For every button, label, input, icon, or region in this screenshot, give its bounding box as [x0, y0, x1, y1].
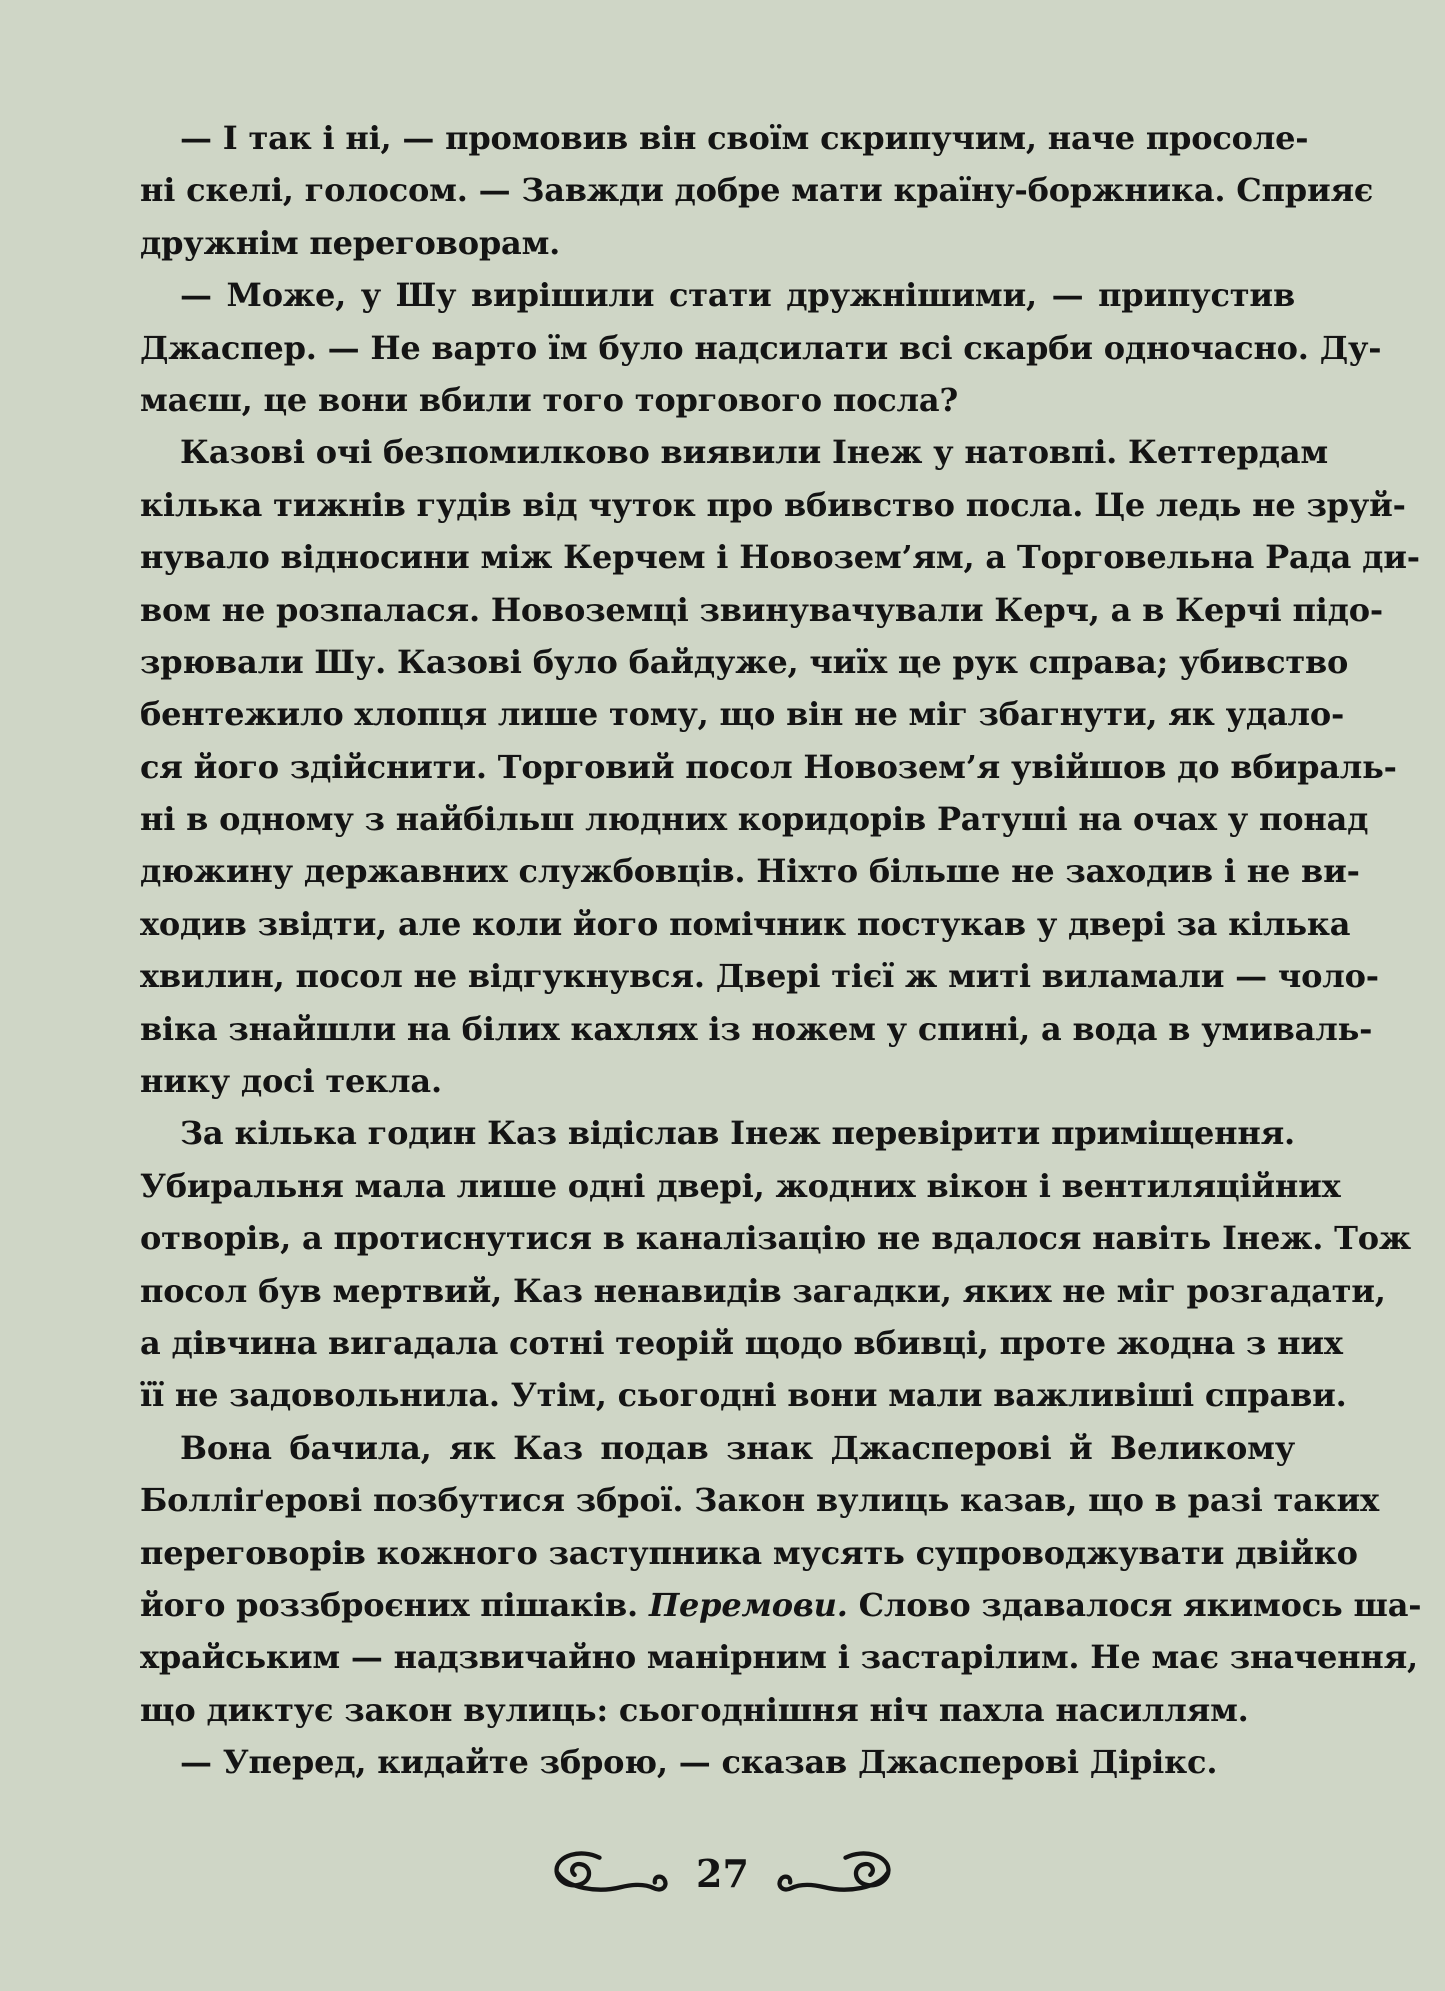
text-line: Джаспер. — Не варто їм було надсилати всі скарби одночасно. Ду-: [140, 328, 1382, 367]
text-line: ні скелі, голосом. — Завжди добре мати країну-боржника. Сприяє: [140, 171, 1374, 210]
text-line: храйським — надзвичайно манірним і застарілим. Не має значення,: [140, 1638, 1418, 1677]
text-line: — Уперед, кидайте зброю, — сказав Джасперові Дірікс.: [180, 1743, 1218, 1782]
text-line: Болліґерові позбутися зброї. Закон вулиць казав, що в разі таких: [140, 1481, 1379, 1520]
text-line: бентежило хлопця лише тому, що він не міг збагнути, як удало-: [140, 695, 1345, 734]
text-line: ся його здійснити. Торговий посол Новозем’я увійшов до вбираль-: [140, 747, 1397, 786]
text-line: ні в одному з найбільш людних коридорів Ратуші на очах у понад: [140, 800, 1369, 839]
text-line: дюжину державних службовців. Ніхто більше не заходив і не ви-: [140, 852, 1360, 891]
text-block: [140, 112, 1422, 1789]
text-line: Вона бачила, як Каз подав знак Джасперові й Великому: [180, 1428, 1295, 1467]
text-line: зрювали Шу. Казові було байдуже, чиїх це рук справа; убивство: [140, 642, 1349, 681]
paragraph: [140, 426, 1420, 1107]
text-line: кілька тижнів гудів від чуток про вбивство посла. Це ледь не зруй-: [140, 485, 1406, 524]
text-line: його роззброєних пішаків. Перемови. Слово здавалося якимось ша-: [140, 1585, 1422, 1624]
text-line: нику досі текла.: [140, 1062, 442, 1101]
paragraph: [140, 1736, 1295, 1788]
text-line: нувало відносини між Керчем і Новозем’ям, а Торговельна Рада ди-: [140, 538, 1420, 577]
text-line: вом не розпалася. Новоземці звинувачували Керч, а в Керчі підо-: [140, 590, 1383, 629]
paragraph: [140, 112, 1374, 269]
flourish-right-icon: [773, 1849, 897, 1895]
paragraph: [140, 269, 1382, 426]
text-line: ходив звідти, але коли його помічник постукав у двері за кілька: [140, 904, 1351, 943]
text-line: Убиральня мала лише одні двері, жодних вікон і вентиляційних: [140, 1166, 1341, 1205]
text-line: маєш, це вони вбили того торгового посла?: [140, 380, 958, 419]
paragraph: [140, 1422, 1422, 1736]
flourish-left-icon: [548, 1849, 672, 1895]
text-line: отворів, а протиснутися в каналізацію не вдалося навіть Інеж. Тож: [140, 1219, 1412, 1258]
text-line: — Може, у Шу вирішили стати дружнішими, — припустив: [180, 276, 1295, 315]
text-line: За кілька годин Каз відіслав Інеж перевірити приміщення.: [180, 1114, 1295, 1153]
text-line: що диктує закон вулиць: сьогоднішня ніч пахла насиллям.: [140, 1690, 1249, 1729]
text-line: її не задовольнила. Утім, сьогодні вони мали важливіші справи.: [140, 1376, 1347, 1415]
text-line: — І так і ні, — промовив він своїм скрипучим, наче просоле-: [180, 119, 1309, 157]
paragraph: [140, 1107, 1412, 1421]
text-line: хвилин, посол не відгукнувся. Двері тієї ж миті виламали — чоло-: [140, 957, 1379, 996]
text-line: посол був мертвий, Каз ненавидів загадки, яких не міг розгадати,: [140, 1271, 1386, 1310]
text-line: дружнім переговорам.: [140, 223, 561, 262]
page-number: 27: [696, 1851, 749, 1896]
page-footer: [0, 1846, 1445, 1898]
text-line: віка знайшли на білих кахлях із ножем у спині, а вода в умиваль-: [140, 1009, 1373, 1048]
text-line: переговорів кожного заступника мусять супроводжувати двійко: [140, 1533, 1358, 1572]
text-line: а дівчина вигадала сотні теорій щодо вбивці, проте жодна з них: [140, 1323, 1343, 1362]
text-line: Казові очі безпомилково виявили Інеж у натовпі. Кеттердам: [180, 433, 1328, 472]
